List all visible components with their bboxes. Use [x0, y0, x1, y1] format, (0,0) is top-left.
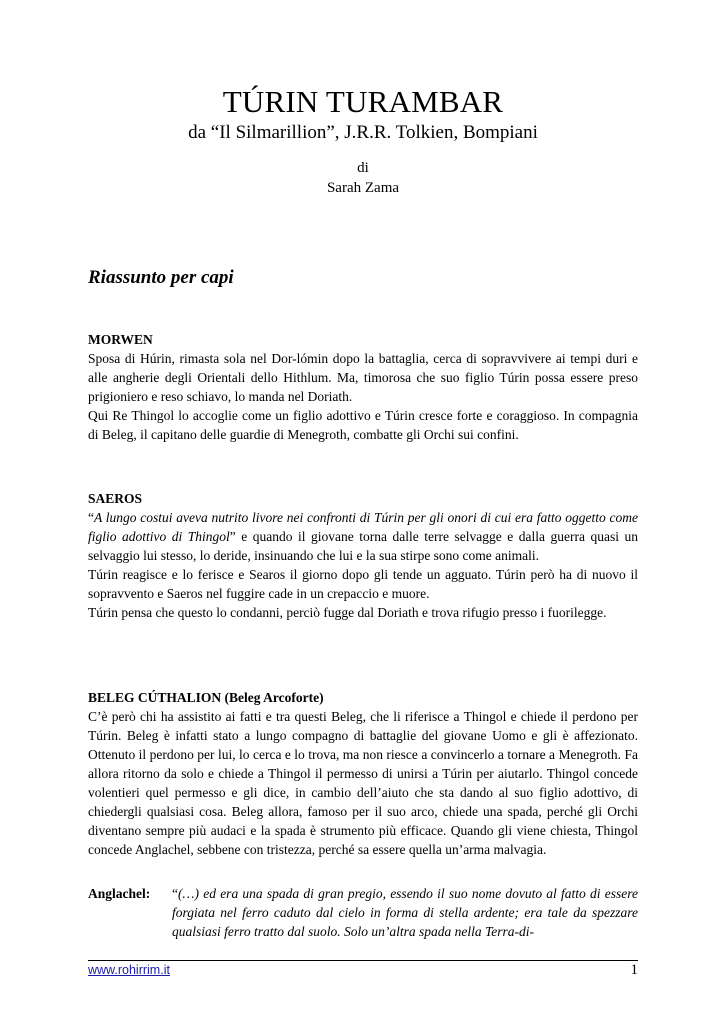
- beleg-paragraph-1: C’è però chi ha assistito ai fatti e tra questi Beleg, che li riferisce a Thingol e chiede il perdono per Túrin. Beleg è infatti stato a lungo compagno di battaglie del giovane Uomo e gli è affezionato. Ottenuto il perdono per lui, lo cerca e lo trova, ma non riesce a convincerlo a tornare a Menegroth. Fa allora ritorno da solo e chiede a Thingol il permesso di unirsi a Túrin per aiutarlo. Thingol concede volentieri quel permesso e gli dice, in cambio dell’aiuto che sta dando al suo figlio adottivo, di chiedergli qualsiasi cosa. Beleg allora, famoso per il suo arco, chiede una spada, perché gli Orchi diventano sempre più audaci e la spada è strumento più efficace. Quando gli viene chiesta, Thingol concede Anglachel, sebbene con tristezza, perché sa essere quella un’arma malvagia.: [88, 709, 638, 857]
- footer-divider: [88, 960, 638, 961]
- morwen-paragraph-1: Sposa di Húrin, rimasta sola nel Dor-lómin dopo la battaglia, cerca di sopravvivere ai tempi duri e alle angherie degli Orientali dello Hithlum. Ma, timorosa che suo figlio Túrin possa essere preso prigioniero e reso schiavo, lo manda nel Doriath.: [88, 351, 638, 404]
- morwen-heading: MORWEN: [88, 332, 153, 347]
- footer-website-link[interactable]: www.rohirrim.it: [88, 963, 170, 977]
- saeros-paragraph-2: Túrin reagisce e lo ferisce e Searos il giorno dopo gli tende un agguato. Túrin però ha di nuovo il sopravvento e Saeros nel fuggire cade in un crepaccio e muore.: [88, 567, 638, 601]
- author-name: Sarah Zama: [326, 180, 400, 196]
- saeros-quote-rest: ” e quando il giovane torna dalle terre selvagge e dalla guerra quasi un selvaggio lui stesso, lo deride, insinuando che lui e la sua stirpe sono come animali.: [88, 529, 639, 563]
- anglachel-quote-open: “: [172, 886, 178, 901]
- saeros-quote-open: “: [88, 510, 94, 525]
- morwen-section: [88, 330, 638, 444]
- saeros-section: [88, 489, 638, 622]
- saeros-heading: SAEROS: [88, 491, 143, 506]
- beleg-section: [88, 688, 638, 859]
- anglachel-quote: (…) ed era una spada di gran pregio, essendo il suo nome dovuto al fatto di essere forgiata nel ferro caduto dal cielo in forma di stella ardente; era tale da spezzare qualsiasi ferro tratto dal suolo. Solo un’altra spada nella Terra-di-: [172, 886, 638, 939]
- beleg-heading: BELEG CÚTHALION (Beleg Arcoforte): [88, 690, 324, 705]
- page-number: 1: [630, 962, 638, 978]
- morwen-paragraph-2: Qui Re Thingol lo accoglie come un figlio adottivo e Túrin cresce forte e coraggioso. In compagnia di Beleg, il capitano delle guardie di Menegroth, combatte gli Orchi sui confini.: [88, 408, 638, 442]
- anglachel-quote-text: [172, 884, 638, 941]
- saeros-quote: A lungo costui aveva nutrito livore nei confronti di Túrin per gli onori di cui era fatto oggetto come figlio adottivo di Thingol: [88, 510, 638, 544]
- byline-di: di: [357, 160, 369, 176]
- document-subtitle: da “Il Silmarillion”, J.R.R. Tolkien, Bompiani: [188, 122, 538, 143]
- saeros-paragraph-3: Túrin pensa che questo lo condanni, perciò fugge dal Doriath e trova rifugio presso i fuorilegge.: [88, 605, 607, 620]
- saeros-paragraph-1: [88, 508, 638, 565]
- section-title: Riassunto per capi: [88, 267, 234, 288]
- anglachel-label: Anglachel:: [88, 886, 151, 901]
- document-title: TÚRIN TURAMBAR: [222, 84, 504, 119]
